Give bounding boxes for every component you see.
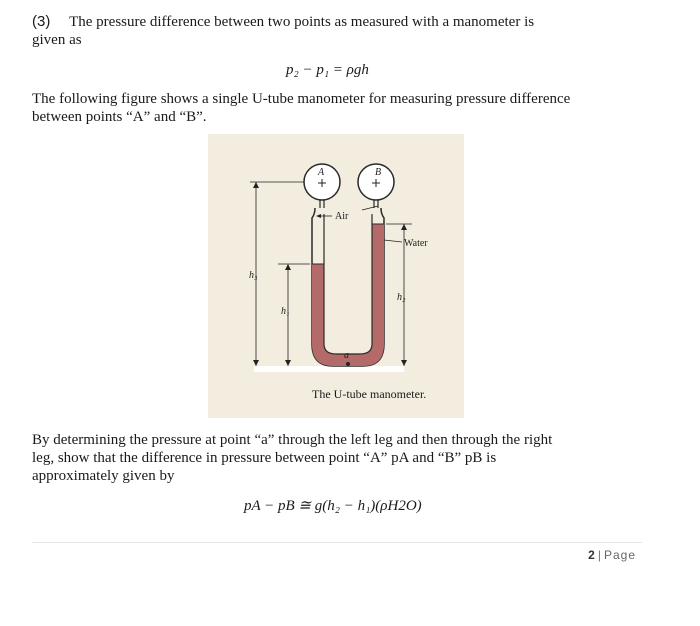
body-line3: approximately given by xyxy=(32,468,175,484)
label-h2: h₂ xyxy=(397,292,406,303)
page-word: Page xyxy=(603,548,636,562)
equation-pressure-difference: p₂ − p₁ = ρgh xyxy=(286,62,369,78)
u-tube-diagram xyxy=(208,134,464,418)
label-h3: h₃ xyxy=(249,270,258,281)
water-column xyxy=(312,224,384,366)
figure-intro-line2: between points “A” and “B”. xyxy=(32,109,207,125)
figure-intro-line1: The following figure shows a single U-tube manometer for measuring pressure difference xyxy=(32,91,571,107)
point-a-marker xyxy=(346,362,350,366)
label-h1: h₁ xyxy=(281,306,290,317)
figure-caption: The U-tube manometer. xyxy=(312,387,427,401)
u-tube-figure xyxy=(208,134,464,418)
page-separator: | xyxy=(597,548,601,562)
equation-result: pA − pB ≅ g(h₂ − h₁)(ρH2O) xyxy=(244,498,422,514)
page-number: 2 xyxy=(588,548,595,562)
question-number: (3) xyxy=(32,13,51,30)
label-water: Water xyxy=(404,238,428,249)
question-intro-line1 xyxy=(32,13,640,31)
page-footer xyxy=(588,548,636,562)
footer-rule xyxy=(32,542,642,543)
reference-floor xyxy=(254,366,404,372)
question-intro-text: The pressure difference between two points as measured with a manometer is xyxy=(69,14,535,30)
label-air: Air xyxy=(335,211,349,222)
body-line2: leg, show that the difference in pressure between point “A” pA and “B” pB is xyxy=(32,450,497,466)
u-tube-inner xyxy=(324,214,372,354)
label-a: a xyxy=(344,350,349,361)
body-line1: By determining the pressure at point “a” through the left leg and then through the right xyxy=(32,432,553,448)
question-intro-line2: given as xyxy=(32,32,82,48)
label-B: B xyxy=(375,167,382,178)
label-A: A xyxy=(318,167,325,178)
